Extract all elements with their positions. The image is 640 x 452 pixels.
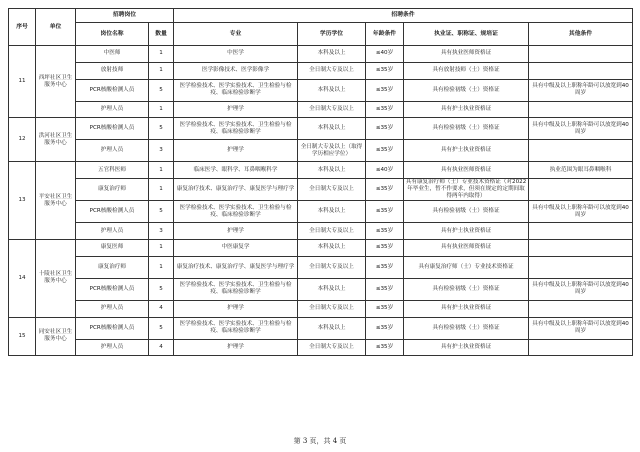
degree-cell: 本科及以上 (298, 278, 366, 300)
header-post-name: 岗位名称 (76, 23, 149, 46)
cert-cell: 具有执业医师资格证 (404, 239, 529, 256)
post-cell: 五官科医师 (76, 162, 149, 179)
header-group-conditions: 招聘条件 (174, 9, 633, 23)
cert-cell: 具有检验初级（士）资格证 (404, 317, 529, 339)
degree-cell: 全日制大专及以上 (298, 101, 366, 118)
table-row (9, 140, 633, 162)
major-cell: 中医康复学 (174, 239, 298, 256)
unit-cell: 平安社区卫生服务中心 (36, 162, 76, 240)
major-cell: 临床医学、眼科学、耳鼻咽喉科学 (174, 162, 298, 179)
major-cell: 医学影像技术、医学影像学 (174, 62, 298, 79)
table-row (9, 201, 633, 223)
count-cell: 5 (149, 79, 174, 101)
major-cell: 护理学 (174, 339, 298, 356)
count-cell: 1 (149, 46, 174, 63)
post-cell: 康复治疗师 (76, 256, 149, 278)
post-cell: 康复治疗师 (76, 179, 149, 201)
header-count: 数量 (149, 23, 174, 46)
post-cell: PCR核酸检测人员 (76, 118, 149, 140)
age-cell: ≤35岁 (366, 140, 404, 162)
age-cell: ≤40岁 (366, 46, 404, 63)
cert-cell: 具有护士执业资格证 (404, 140, 529, 162)
table-row (9, 46, 633, 63)
table-row (9, 278, 633, 300)
header-unit: 单位 (36, 9, 76, 46)
major-cell: 医学检验技术、医学实验技术、卫生检验与检疫、临床检验诊断学 (174, 118, 298, 140)
other-cell: 执业范围为眼耳鼻咽喉科 (529, 162, 633, 179)
post-cell: 放射技师 (76, 62, 149, 79)
table-row (9, 256, 633, 278)
degree-cell: 全日制大专及以上 (298, 339, 366, 356)
header-row-2 (9, 23, 633, 46)
cert-cell: 具有护士执业资格证 (404, 101, 529, 118)
age-cell: ≤35岁 (366, 239, 404, 256)
other-cell (529, 223, 633, 240)
cert-cell: 具有康复治疗师（士）专业技术资格证（对2022年毕业生，暂不作要求，但须在规定的定期间取得两年内取得） (404, 179, 529, 201)
other-cell (529, 300, 633, 317)
degree-cell: 本科及以上 (298, 201, 366, 223)
unit-cell: 同安社区卫生服务中心 (36, 317, 76, 356)
age-cell: ≤35岁 (366, 339, 404, 356)
post-cell: 护理人员 (76, 101, 149, 118)
table-row (9, 239, 633, 256)
post-cell: 中医师 (76, 46, 149, 63)
major-cell: 医学检验技术、医学实验技术、卫生检验与检疫、临床检验诊断学 (174, 201, 298, 223)
cert-cell: 具有放射技师（士）资格证 (404, 62, 529, 79)
table-row (9, 101, 633, 118)
header-degree: 学历学位 (298, 23, 366, 46)
seq-cell: 12 (9, 118, 36, 162)
count-cell: 1 (149, 239, 174, 256)
count-cell: 1 (149, 179, 174, 201)
header-major: 专业 (174, 23, 298, 46)
other-cell (529, 101, 633, 118)
table-row (9, 223, 633, 240)
count-cell: 1 (149, 162, 174, 179)
table-row (9, 79, 633, 101)
major-cell: 中医学 (174, 46, 298, 63)
table-row (9, 317, 633, 339)
document-page (8, 8, 632, 356)
cert-cell: 具有检验初级（士）资格证 (404, 118, 529, 140)
cert-cell: 具有检验初级（士）资格证 (404, 79, 529, 101)
page-number: 第 3 页，共 4 页 (293, 437, 347, 445)
major-cell: 护理学 (174, 140, 298, 162)
post-cell: PCR核酸检测人员 (76, 79, 149, 101)
count-cell: 1 (149, 101, 174, 118)
age-cell: ≤35岁 (366, 62, 404, 79)
table-row (9, 62, 633, 79)
age-cell: ≤35岁 (366, 278, 404, 300)
header-age: 年龄条件 (366, 23, 404, 46)
header-group-post: 招聘岗位 (76, 9, 174, 23)
count-cell: 1 (149, 62, 174, 79)
other-cell: 具有中级及以上职称年龄可以放宽到40周岁 (529, 278, 633, 300)
post-cell: 护理人员 (76, 339, 149, 356)
degree-cell: 本科及以上 (298, 317, 366, 339)
count-cell: 3 (149, 140, 174, 162)
cert-cell: 具有执业医师资格证 (404, 162, 529, 179)
cert-cell: 具有护士执业资格证 (404, 300, 529, 317)
age-cell: ≤35岁 (366, 118, 404, 140)
other-cell: 具有中级及以上职称年龄可以放宽到40周岁 (529, 317, 633, 339)
major-cell: 护理学 (174, 101, 298, 118)
table-row (9, 339, 633, 356)
post-cell: 护理人员 (76, 300, 149, 317)
table-row (9, 118, 633, 140)
count-cell: 5 (149, 317, 174, 339)
other-cell (529, 62, 633, 79)
degree-cell: 本科及以上 (298, 118, 366, 140)
header-row-1 (9, 9, 633, 23)
post-cell: 康复医师 (76, 239, 149, 256)
degree-cell: 本科及以上 (298, 79, 366, 101)
other-cell (529, 140, 633, 162)
degree-cell: 全日制大专及以上（取得学历相应学位） (298, 140, 366, 162)
degree-cell: 全日制大专及以上 (298, 256, 366, 278)
cert-cell: 具有执业医师资格证 (404, 46, 529, 63)
major-cell: 康复治疗技术、康复治疗学、康复医学与理疗学 (174, 179, 298, 201)
post-cell: PCR核酸检测人员 (76, 201, 149, 223)
count-cell: 5 (149, 278, 174, 300)
age-cell: ≤35岁 (366, 256, 404, 278)
cert-cell: 具有护士执业资格证 (404, 223, 529, 240)
cert-cell: 具有检验初级（士）资格证 (404, 278, 529, 300)
count-cell: 5 (149, 118, 174, 140)
header-seq: 序号 (9, 9, 36, 46)
header-cert: 执业证、职称证、规培证 (404, 23, 529, 46)
cert-cell: 具有检验初级（士）资格证 (404, 201, 529, 223)
other-cell (529, 179, 633, 201)
count-cell: 1 (149, 256, 174, 278)
post-cell: 护理人员 (76, 223, 149, 240)
table-row (9, 162, 633, 179)
post-cell: 护理人员 (76, 140, 149, 162)
age-cell: ≤35岁 (366, 300, 404, 317)
age-cell: ≤35岁 (366, 101, 404, 118)
age-cell: ≤35岁 (366, 79, 404, 101)
major-cell: 医学检验技术、医学实验技术、卫生检验与检疫、临床检验诊断学 (174, 278, 298, 300)
degree-cell: 全日制大专及以上 (298, 223, 366, 240)
seq-cell: 13 (9, 162, 36, 240)
major-cell: 医学检验技术、医学实验技术、卫生检验与检疫、临床检验诊断学 (174, 79, 298, 101)
count-cell: 3 (149, 223, 174, 240)
count-cell: 4 (149, 339, 174, 356)
other-cell (529, 239, 633, 256)
degree-cell: 本科及以上 (298, 162, 366, 179)
major-cell: 护理学 (174, 223, 298, 240)
recruitment-table (8, 8, 633, 356)
other-cell (529, 339, 633, 356)
count-cell: 5 (149, 201, 174, 223)
age-cell: ≤35岁 (366, 317, 404, 339)
other-cell: 具有中级及以上职称年龄可以放宽到40周岁 (529, 201, 633, 223)
unit-cell: 洪河社区卫生服务中心 (36, 118, 76, 162)
degree-cell: 本科及以上 (298, 46, 366, 63)
major-cell: 康复治疗技术、康复治疗学、康复医学与理疗学 (174, 256, 298, 278)
other-cell (529, 256, 633, 278)
degree-cell: 全日制大专及以上 (298, 179, 366, 201)
age-cell: ≤35岁 (366, 223, 404, 240)
degree-cell: 本科及以上 (298, 239, 366, 256)
seq-cell: 15 (9, 317, 36, 356)
seq-cell: 14 (9, 239, 36, 317)
table-row (9, 300, 633, 317)
other-cell: 具有中级及以上职称年龄可以放宽到40周岁 (529, 118, 633, 140)
other-cell: 具有中级及以上职称年龄可以放宽到40周岁 (529, 79, 633, 101)
table-row (9, 179, 633, 201)
degree-cell: 全日制大专及以上 (298, 62, 366, 79)
degree-cell: 全日制大专及以上 (298, 300, 366, 317)
age-cell: ≤40岁 (366, 162, 404, 179)
cert-cell: 具有康复治疗师（士）专业技术资格证 (404, 256, 529, 278)
age-cell: ≤35岁 (366, 179, 404, 201)
cert-cell: 具有护士执业资格证 (404, 339, 529, 356)
major-cell: 护理学 (174, 300, 298, 317)
seq-cell: 11 (9, 46, 36, 118)
unit-cell: 十陵社区卫生服务中心 (36, 239, 76, 317)
post-cell: PCR核酸检测人员 (76, 317, 149, 339)
other-cell (529, 46, 633, 63)
header-other: 其他条件 (529, 23, 633, 46)
age-cell: ≤35岁 (366, 201, 404, 223)
unit-cell: 西坪社区卫生服务中心 (36, 46, 76, 118)
count-cell: 4 (149, 300, 174, 317)
post-cell: PCR核酸检测人员 (76, 278, 149, 300)
major-cell: 医学检验技术、医学实验技术、卫生检验与检疫、临床检验诊断学 (174, 317, 298, 339)
